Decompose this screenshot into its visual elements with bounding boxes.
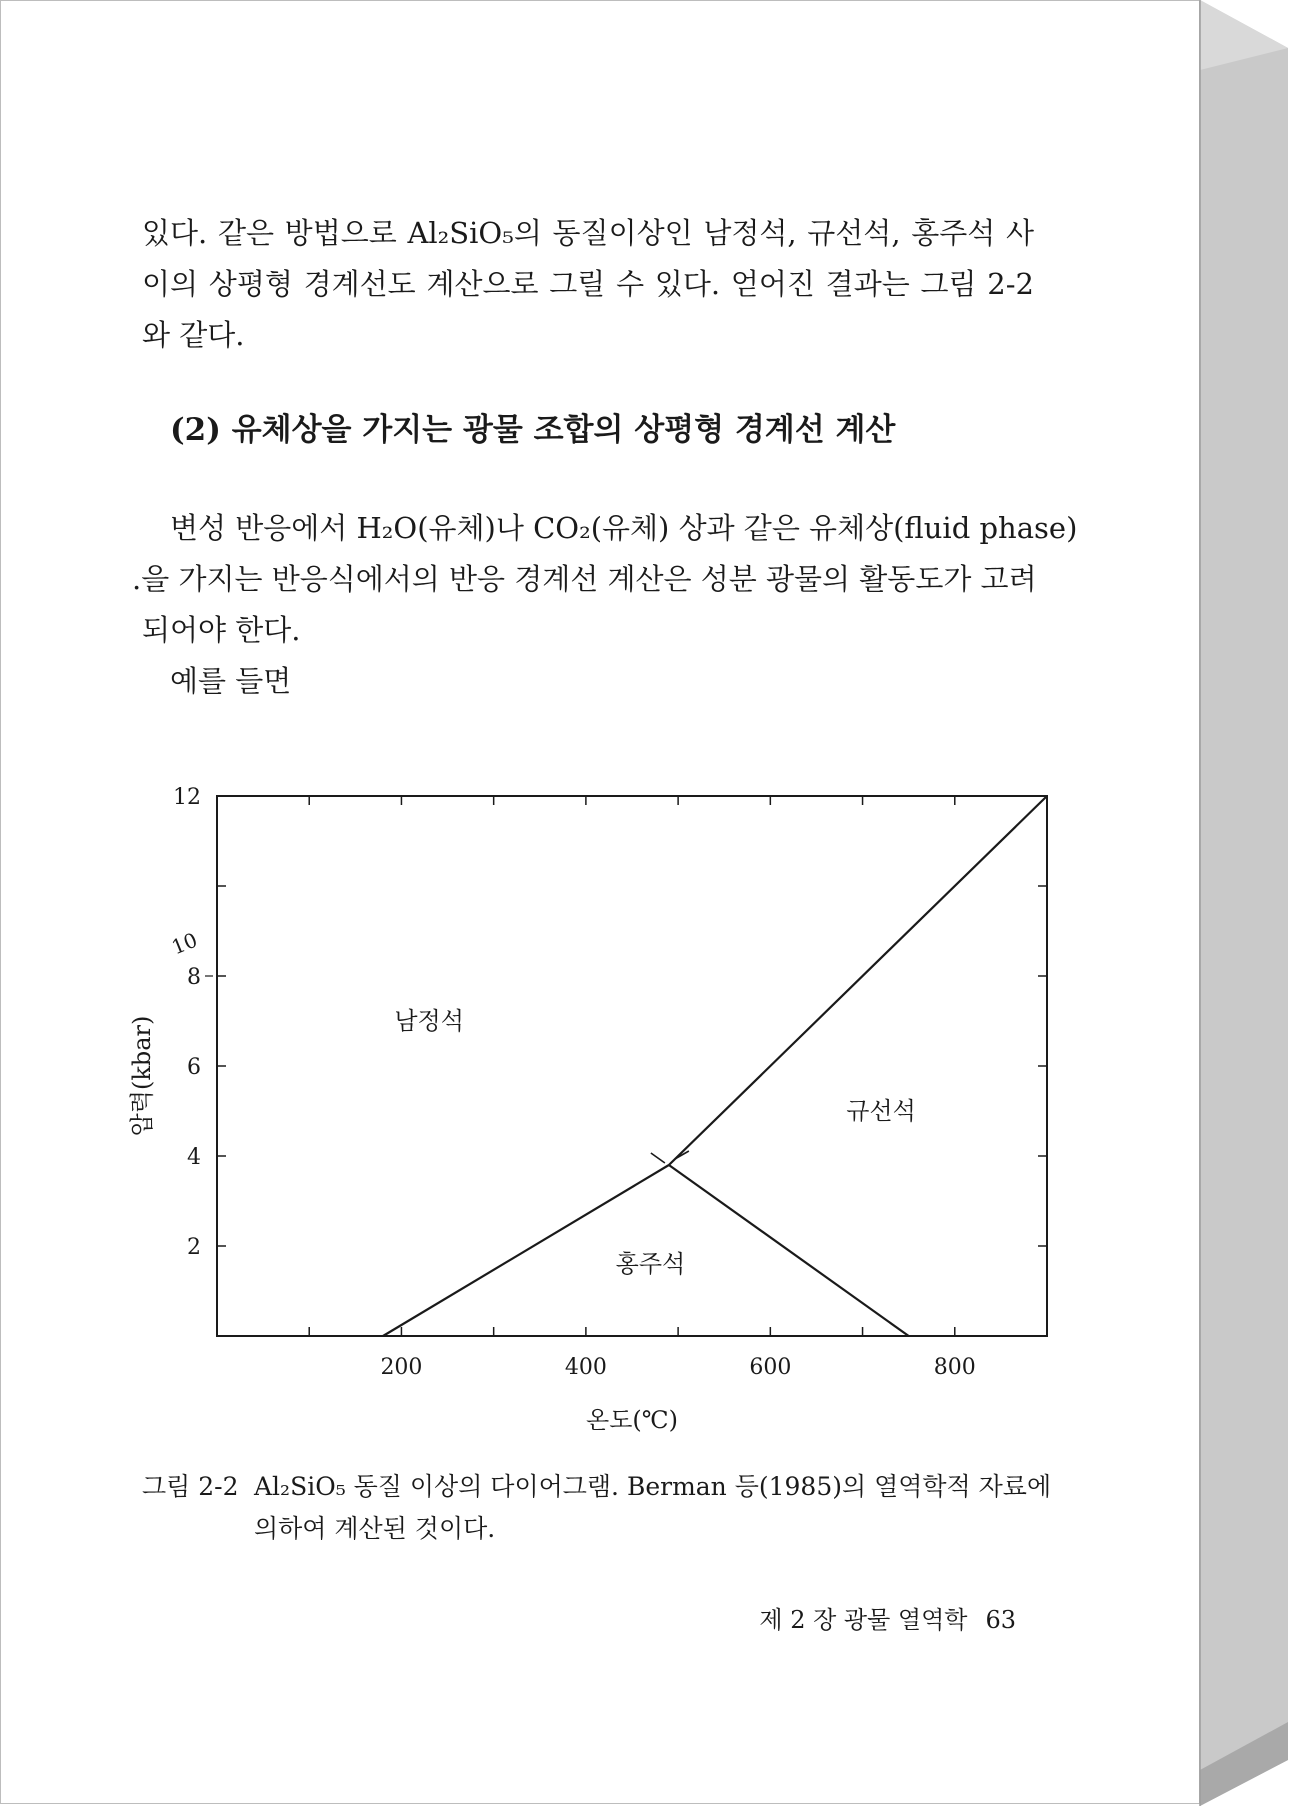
paragraph-1-line-1: 있다. 같은 방법으로 Al₂SiO₅의 동질이상인 남정석, 규선석, 홍주석 사 xyxy=(142,216,1034,250)
y-tick-label: 8 xyxy=(187,965,201,990)
y-tick-label: 12 xyxy=(173,785,201,810)
page-number: 63 xyxy=(985,1606,1016,1634)
paragraph-2 xyxy=(132,503,1078,707)
figure-caption xyxy=(142,1466,1052,1550)
caption-line-1: Al₂SiO₅ 동질 이상의 다이어그램. Berman 등(1985)의 열역학적 자료에 xyxy=(254,1472,1052,1501)
paragraph-1-line-3: 와 같다. xyxy=(142,318,245,352)
paragraph-2-line-4: 예를 들면 xyxy=(170,664,292,698)
y-axis-label: 압력(kbar) xyxy=(128,1015,156,1137)
page-footer xyxy=(759,1600,1016,1635)
paragraph-2-line-3: 되어야 한다. xyxy=(142,613,301,647)
x-tick-label: 200 xyxy=(380,1355,423,1380)
x-tick-label: 600 xyxy=(749,1355,792,1380)
phase-diagram xyxy=(120,780,1050,1440)
region-label: 홍주석 xyxy=(615,1250,686,1278)
x-tick-label: 800 xyxy=(933,1355,976,1380)
footer-chapter-title: 제 2 장 광물 열역학 xyxy=(759,1606,968,1634)
caption-label: 그림 2-2 xyxy=(142,1472,239,1501)
caption-line-2: 의하여 계산된 것이다. xyxy=(254,1514,496,1543)
region-label: 남정석 xyxy=(394,1007,464,1035)
y-tick-label: 4 xyxy=(187,1145,201,1170)
y-tick-label: 2 xyxy=(187,1235,201,1260)
phase-boundary-line xyxy=(669,1165,909,1336)
region-label: 규선석 xyxy=(846,1097,916,1125)
paragraph-2-line-1: 변성 반응에서 H₂O(유체)나 CO₂(유체) 상과 같은 유체상(fluid phase) xyxy=(170,511,1078,545)
y-tick-label: 6 xyxy=(187,1055,201,1080)
paragraph-2-line-2: .을 가지는 반응식에서의 반응 경계선 계산은 성분 광물의 활동도가 고려 xyxy=(132,562,1037,596)
x-tick-label: 400 xyxy=(564,1355,607,1380)
triple-point-mark xyxy=(651,1153,665,1163)
section-heading: (2) 유체상을 가지는 광물 조합의 상평형 경계선 계산 xyxy=(170,412,896,448)
paragraph-1 xyxy=(142,208,1034,361)
x-axis-label: 온도(℃) xyxy=(586,1406,678,1434)
y-tick-label-handwritten: 10 xyxy=(168,927,201,960)
paragraph-1-line-2: 이의 상평형 경계선도 계산으로 그릴 수 있다. 얻어진 결과는 그림 2-2 xyxy=(142,267,1034,301)
